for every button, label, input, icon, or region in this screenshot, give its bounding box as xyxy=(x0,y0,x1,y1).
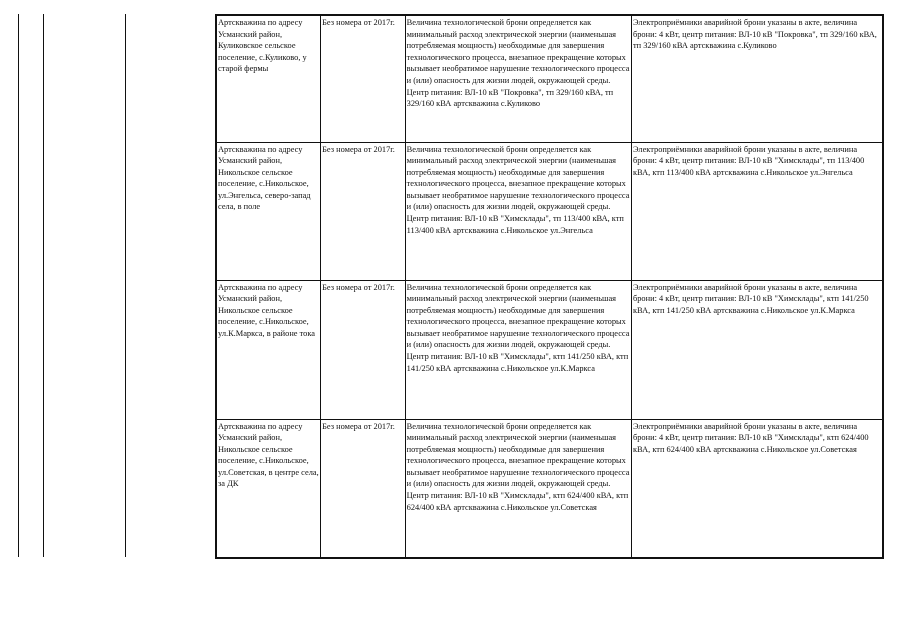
object-address-cell: Артскважина по адресу Усманский район, Никольское сельское поселение, с.Никольское, ул.Энгельса, северо-запад села, в поле xyxy=(216,142,321,280)
table-row xyxy=(216,419,883,558)
table-row xyxy=(216,142,883,280)
act-cell: Без номера от 2017г. xyxy=(321,280,406,419)
table-row xyxy=(216,280,883,419)
receivers-cell: Электроприёмники аварийной брони указаны в акте, величина брони: 4 кВт, центр питания: ВЛ-10 кВ "Химсклады", ктп 624/400 кВА, ктп 624/400 кВА артскважина с.Никольское ул.Советская xyxy=(631,419,883,558)
emergency-reserve-table xyxy=(215,14,884,559)
justification-cell: Величина технологической брони определяется как минимальный расход электрической энергии (наименьшая потребляемая мощность) необходимые для завершения технологического процесса, внезапное прекращение которых вызывает необратимое нарушение технологического процесса и (или) опасность для жизни людей, окружающей среды. Центр питания: ВЛ-10 кВ "Химсклады", ктп 141/250 кВА, ктп 141/250 кВА артскважина с.Никольское ул.К.Маркса xyxy=(405,280,631,419)
justification-cell: Величина технологической брони определяется как минимальный расход электрической энергии (наименьшая потребляемая мощность) необходимые для завершения технологического процесса, внезапное прекращение которых вызывает необратимое нарушение технологического процесса и (или) опасность для жизни людей, окружающей среды. Центр питания: ВЛ-10 кВ "Химсклады", ктп 624/400 кВА, ктп 624/400 кВА артскважина с.Никольское ул.Советская xyxy=(405,419,631,558)
object-address-cell: Артскважина по адресу Усманский район, Никольское сельское поселение, с.Никольское, ул.К.Маркса, в районе тока xyxy=(216,280,321,419)
receivers-cell: Электроприёмники аварийной брони указаны в акте, величина брони: 4 кВт, центр питания: ВЛ-10 кВ "Химсклады", ктп 141/250 кВА, ктп 141/250 кВА артскважина с.Никольское ул.К.Маркса xyxy=(631,280,883,419)
table-row xyxy=(216,15,883,142)
act-cell: Без номера от 2017г. xyxy=(321,15,406,142)
left-margin-line-2 xyxy=(43,14,44,557)
receivers-cell: Электроприёмники аварийной брони указаны в акте, величина брони: 4 кВт, центр питания: ВЛ-10 кВ "Покровка", тп 329/160 кВА, тп 329/160 кВА артскважина с.Куликово xyxy=(631,15,883,142)
justification-cell: Величина технологической брони определяется как минимальный расход электрической энергии (наименьшая потребляемая мощность) необходимые для завершения технологического процесса, внезапное прекращение которых вызывает необратимое нарушение технологического процесса и (или) опасность для жизни людей, окружающей среды. Центр питания: ВЛ-10 кВ "Химсклады", тп 113/400 кВА, ктп 113/400 кВА артскважина с.Никольское ул.Энгельса xyxy=(405,142,631,280)
object-address-cell: Артскважина по адресу Усманский район, Никольское сельское поселение, с.Никольское, ул.Советская, в центре села, за ДК xyxy=(216,419,321,558)
left-margin-line-1 xyxy=(18,14,19,557)
act-cell: Без номера от 2017г. xyxy=(321,142,406,280)
receivers-cell: Электроприёмники аварийной брони указаны в акте, величина брони: 4 кВт, центр питания: ВЛ-10 кВ "Химсклады", тп 113/400 кВА, ктп 113/400 кВА артскважина с.Никольское ул.Энгельса xyxy=(631,142,883,280)
left-margin-line-3 xyxy=(125,14,126,557)
act-cell: Без номера от 2017г. xyxy=(321,419,406,558)
object-address-cell: Артскважина по адресу Усманский район, Куликовское сельское поселение, с.Куликово, у старой фермы xyxy=(216,15,321,142)
justification-cell: Величина технологической брони определяется как минимальный расход электрической энергии (наименьшая потребляемая мощность) необходимые для завершения технологического процесса, внезапное прекращение которых вызывает необратимое нарушение технологического процесса и (или) опасность для жизни людей, окружающей среды. Центр питания: ВЛ-10 кВ "Покровка", тп 329/160 кВА, тп 329/160 кВА артскважина с.Куликово xyxy=(405,15,631,142)
